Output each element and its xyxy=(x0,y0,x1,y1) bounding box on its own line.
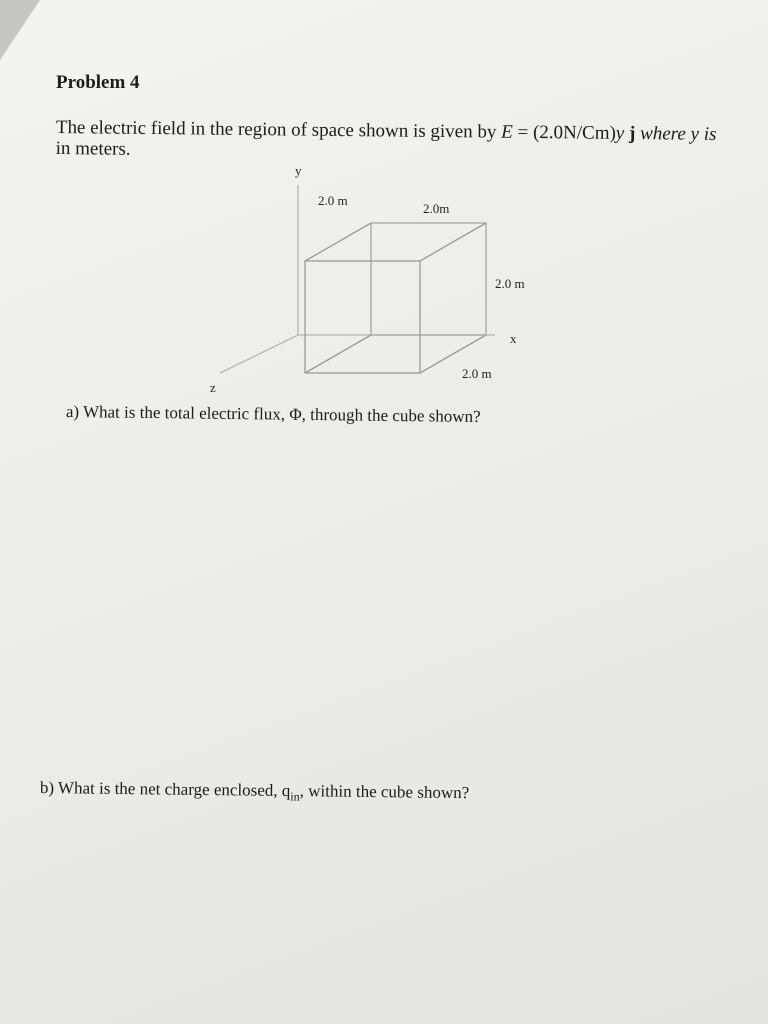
cube-front-face xyxy=(305,261,420,373)
y-variable-2: y xyxy=(690,123,700,145)
y-axis-label: y xyxy=(295,163,302,178)
paper-corner-shadow xyxy=(0,0,40,60)
z-axis-line xyxy=(220,335,298,373)
problem-title: Problem 4 xyxy=(56,72,140,93)
cube-edge-top-right xyxy=(420,223,486,261)
z-axis-label: z xyxy=(210,380,216,395)
field-symbol: E xyxy=(501,121,513,143)
dimension-label-bottom: 2.0 m xyxy=(462,366,492,381)
y-variable: y xyxy=(615,122,625,144)
question-a: a) What is the total electric flux, Φ, through the cube shown? xyxy=(65,402,481,427)
cube-back-face xyxy=(371,223,486,335)
question-b xyxy=(40,778,470,807)
cube-edge-top-left xyxy=(305,223,371,261)
question-b-text: b) What is the net charge enclosed, q xyxy=(39,778,291,801)
is-text: is xyxy=(698,123,717,145)
statement-text: The electric field in the region of space shown is given by xyxy=(55,117,502,143)
x-axis-label: x xyxy=(510,331,517,346)
field-expression: = (2.0N/Cm) xyxy=(512,121,616,144)
dimension-label-right: 2.0 m xyxy=(495,276,525,291)
cube-edge-bottom-left xyxy=(305,335,371,373)
where-text: where xyxy=(635,123,691,145)
cube-figure xyxy=(190,155,550,405)
dimension-label-top-right: 2.0m xyxy=(423,201,450,216)
dimension-label-top-left: 2.0 m xyxy=(318,193,348,208)
question-b-suffix: , within the cube shown? xyxy=(299,781,470,803)
unit-vector-j: j xyxy=(624,122,636,145)
statement-line2: in meters. xyxy=(55,137,131,160)
q-subscript: in xyxy=(290,789,300,804)
